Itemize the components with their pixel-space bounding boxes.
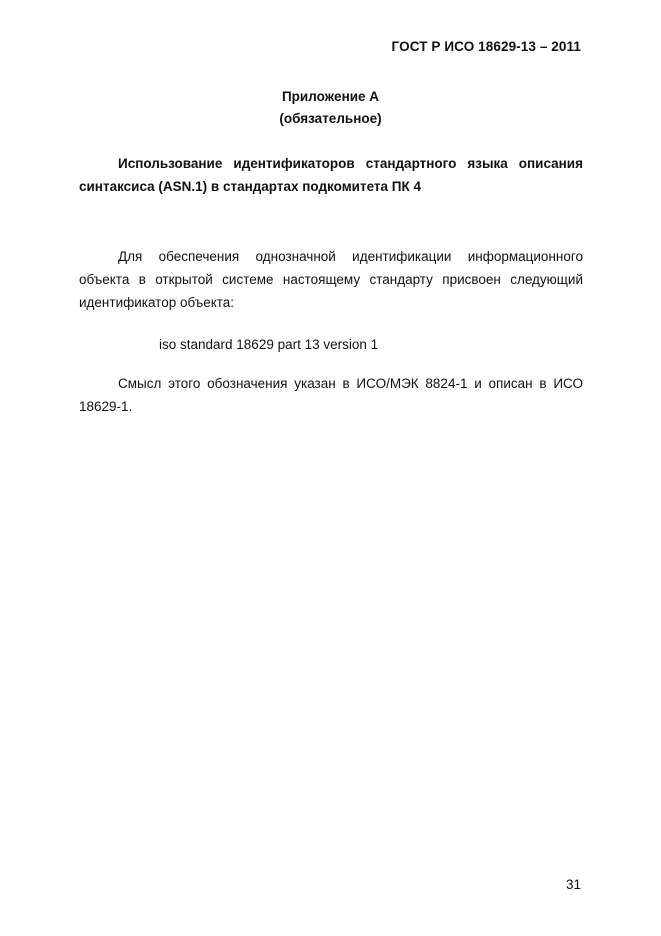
paragraph1-line-1: Для обеспечения однозначной идентификации информационного bbox=[118, 249, 583, 264]
page-number: 31 bbox=[565, 877, 581, 892]
appendix-title: Приложение А bbox=[281, 89, 380, 104]
paragraph2-line-1: Смысл этого обозначения указан в ИСО/МЭК 8824-1 и описан в ИСО bbox=[118, 376, 583, 391]
standard-code-header: ГОСТ Р ИСО 18629-13 – 2011 bbox=[391, 39, 581, 54]
appendix-status: (обязательное) bbox=[279, 111, 382, 126]
appendix-heading bbox=[79, 152, 583, 198]
paragraph-meaning bbox=[79, 372, 583, 418]
object-identifier: iso standard 18629 part 13 version 1 bbox=[159, 337, 379, 352]
paragraph2-line-2: 18629-1. bbox=[79, 399, 133, 414]
paragraph-identification bbox=[79, 245, 583, 314]
paragraph1-line-2: объекта в открытой системе настоящему стандарту присвоен следующий bbox=[79, 272, 583, 287]
heading-line-2: синтаксиса (ASN.1) в стандартах подкомитета ПК 4 bbox=[79, 179, 421, 194]
heading-line-1: Использование идентификаторов стандартного языка описания bbox=[118, 156, 583, 171]
paragraph1-line-3: идентификатор объекта: bbox=[79, 295, 235, 310]
